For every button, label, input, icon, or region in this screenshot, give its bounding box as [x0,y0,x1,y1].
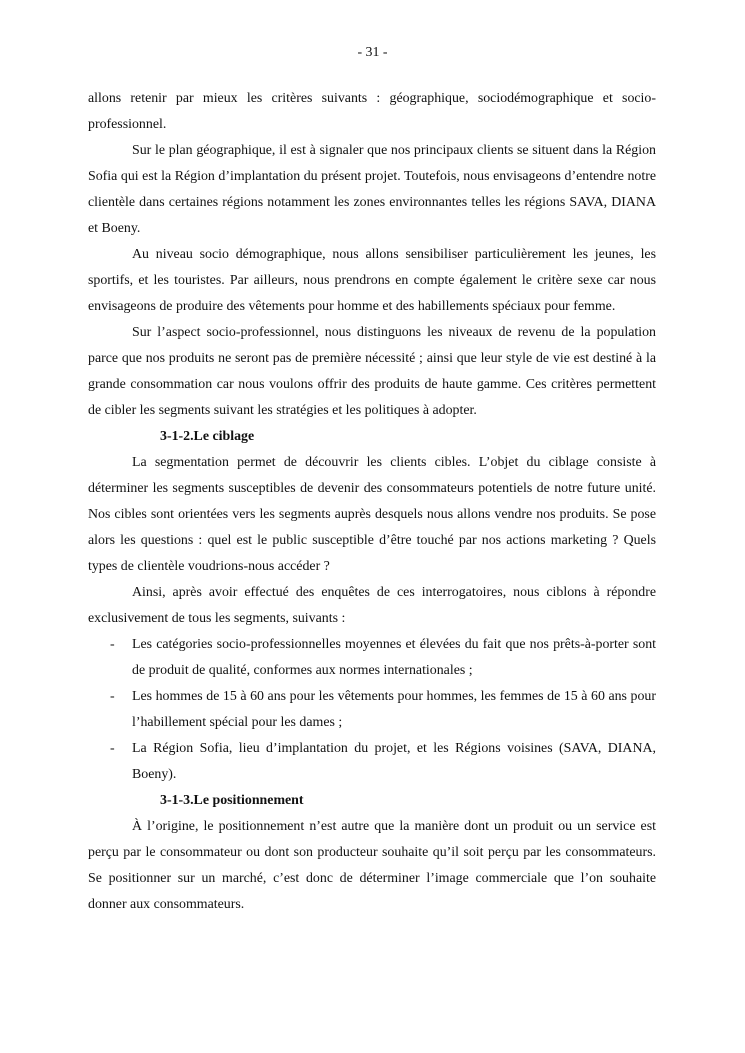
target-list [88,632,656,788]
section-heading-ciblage: 3-1-2.Le ciblage [160,429,255,444]
list-item-text: La Région Sofia, lieu d’implantation du projet, et les Régions voisines (SAVA, DIANA, Boeny). [132,741,656,782]
paragraph-sociodemographic: Au niveau socio démographique, nous allons sensibiliser particulièrement les jeunes, les sportifs, et les touristes. Par ailleurs, nous prendrons en compte également le critère sexe car nous envisageons de produire des vêtements pour homme et des habillements spéciaux pour femme. [88,247,656,314]
list-bullet: - [110,637,115,652]
paragraph-ciblage-definition: La segmentation permet de découvrir les clients cibles. L’objet du ciblage consiste à déterminer les segments susceptibles de devenir des consommateurs potentiels de notre future unité. Nos cibles sont orientées vers les segments auprès desquels nous allons vendre nos produits. Se pose alors les questions : quel est le public susceptible d’être touché par nos actions marketing ? Quels types de clientèle voudrions-nous accéder ? [88,455,656,574]
list-item [88,684,656,736]
paragraph-socioprofessional: Sur l’aspect socio-professionnel, nous distinguons les niveaux de revenu de la population parce que nos produits ne seront pas de première nécessité ; ainsi que leur style de vie est destiné à la grande consommation car nous voulons offrir des produits de haute gamme. Ces critères permettent de cibler les segments suivant les stratégies et les politiques à adopter. [88,325,656,418]
paragraph-criteria: allons retenir par mieux les critères suivants : géographique, sociodémographique et socio-professionnel. [88,91,656,132]
section-heading-positionnement: 3-1-3.Le positionnement [160,793,304,808]
list-item-text: Les catégories socio-professionnelles moyennes et élevées du fait que nos prêts-à-porter sont de produit de qualité, conformes aux normes internationales ; [132,637,656,678]
list-bullet: - [110,741,115,756]
paragraph-geographic: Sur le plan géographique, il est à signaler que nos principaux clients se situent dans la Région Sofia qui est la Région d’implantation du présent projet. Toutefois, nous envisageons d’entendre notre clientèle dans certaines régions notamment les zones environnantes telles les régions SAVA, DIANA et Boeny. [88,143,656,236]
list-item [88,632,656,684]
list-bullet: - [110,689,115,704]
body-text [88,86,656,918]
list-item-text: Les hommes de 15 à 60 ans pour les vêtements pour hommes, les femmes de 15 à 60 ans pour l’habillement spécial pour les dames ; [132,689,656,730]
paragraph-ciblage-targets: Ainsi, après avoir effectué des enquêtes de ces interrogatoires, nous ciblons à répondre exclusivement de tous les segments, suivants : [88,585,656,626]
list-item [88,736,656,788]
paragraph-positionnement: À l’origine, le positionnement n’est autre que la manière dont un produit ou un service est perçu par le consommateur ou dont son producteur souhaite qu’il soit perçu par les consommateurs. Se positionner sur un marché, c’est donc de déterminer l’image commerciale que l’on souhaite donner aux consommateurs. [88,819,656,912]
page-number: - 31 - [357,45,388,60]
